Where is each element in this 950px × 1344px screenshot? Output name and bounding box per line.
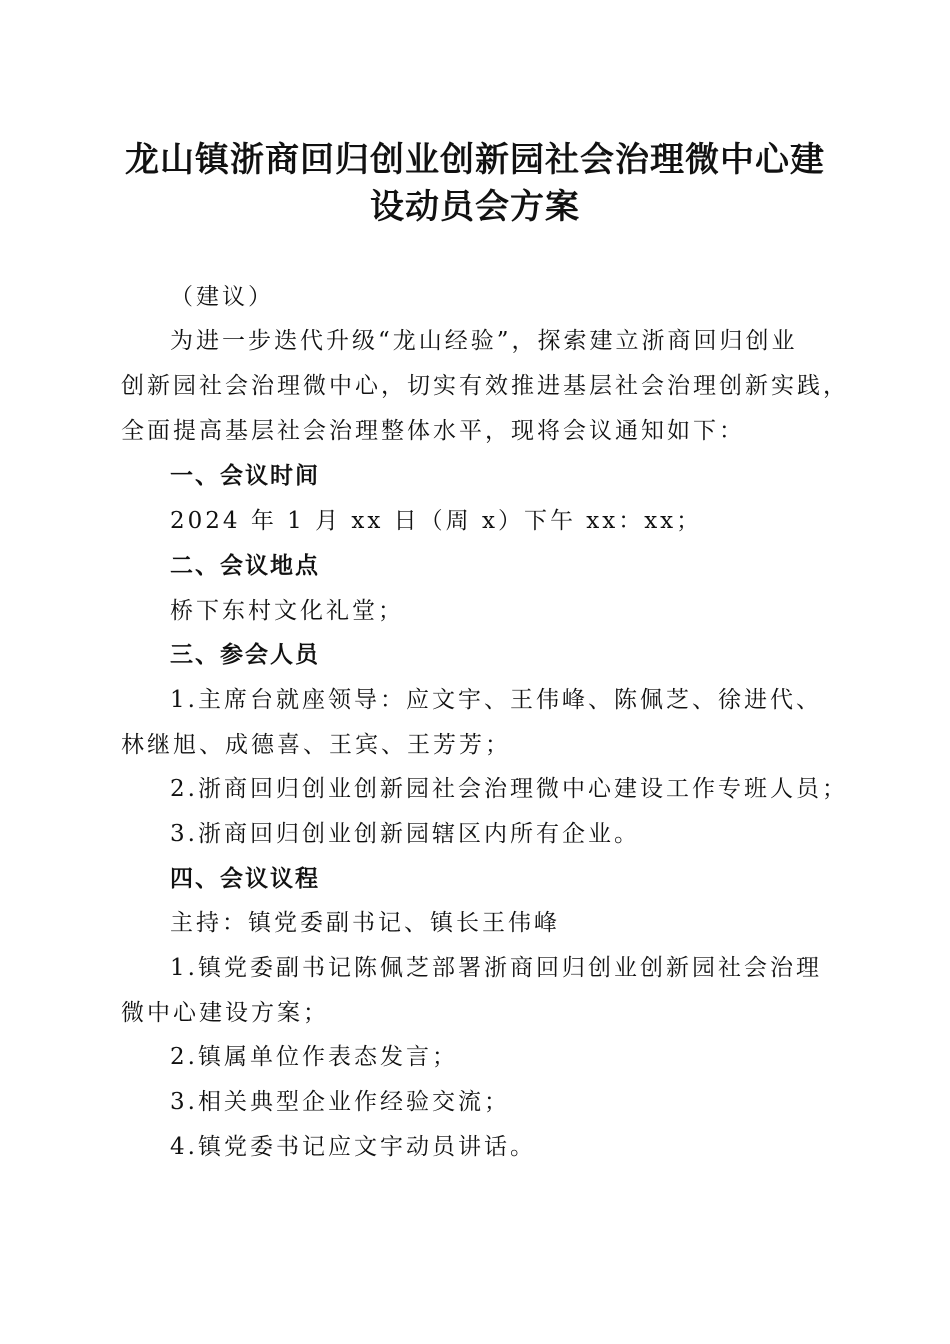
- intro-line-2: 创新园社会治理微中心，切实有效推进基层社会治理创新实践，: [121, 373, 849, 399]
- section-heading-agenda: 四、会议议程: [170, 866, 320, 892]
- attendees-item-2: 2.浙商回归创业创新园社会治理微中心建设工作专班人员；: [170, 776, 848, 802]
- agenda-item-3: 3.相关典型企业作经验交流；: [170, 1089, 510, 1115]
- agenda-host: 主持：镇党委副书记、镇长王伟峰: [170, 910, 560, 936]
- section-heading-attendees: 三、参会人员: [170, 642, 320, 668]
- document-title-line-2: 设动员会方案: [370, 187, 580, 227]
- document-title-line-1: 龙山镇浙商回归创业创新园社会治理微中心建: [125, 140, 825, 180]
- suggestion-note: （建议）: [170, 284, 274, 310]
- attendees-item-3: 3.浙商回归创业创新园辖区内所有企业。: [170, 821, 640, 847]
- intro-line-3: 全面提高基层社会治理整体水平，现将会议通知如下：: [121, 418, 745, 444]
- meeting-location: 桥下东村文化礼堂；: [170, 598, 404, 624]
- agenda-item-4: 4.镇党委书记应文宇动员讲话。: [170, 1134, 536, 1160]
- agenda-item-2: 2.镇属单位作表态发言；: [170, 1044, 458, 1070]
- agenda-item-1-line-2: 微中心建设方案；: [121, 1000, 329, 1026]
- meeting-time: 2024 年 1 月 xx 日（周 x）下午 xx：xx；: [170, 508, 703, 534]
- attendees-item-1-line-2: 林继旭、成德喜、王宾、王芳芳；: [121, 732, 511, 758]
- attendees-item-1-line-1: 1.主席台就座领导：应文宇、王伟峰、陈佩芝、徐进代、: [170, 687, 822, 713]
- section-heading-location: 二、会议地点: [170, 553, 320, 579]
- agenda-item-1-line-1: 1.镇党委副书记陈佩芝部署浙商回归创业创新园社会治理: [170, 955, 822, 981]
- intro-line-1: 为进一步迭代升级“龙山经验”，探索建立浙商回归创业: [170, 328, 798, 354]
- section-heading-time: 一、会议时间: [170, 463, 320, 489]
